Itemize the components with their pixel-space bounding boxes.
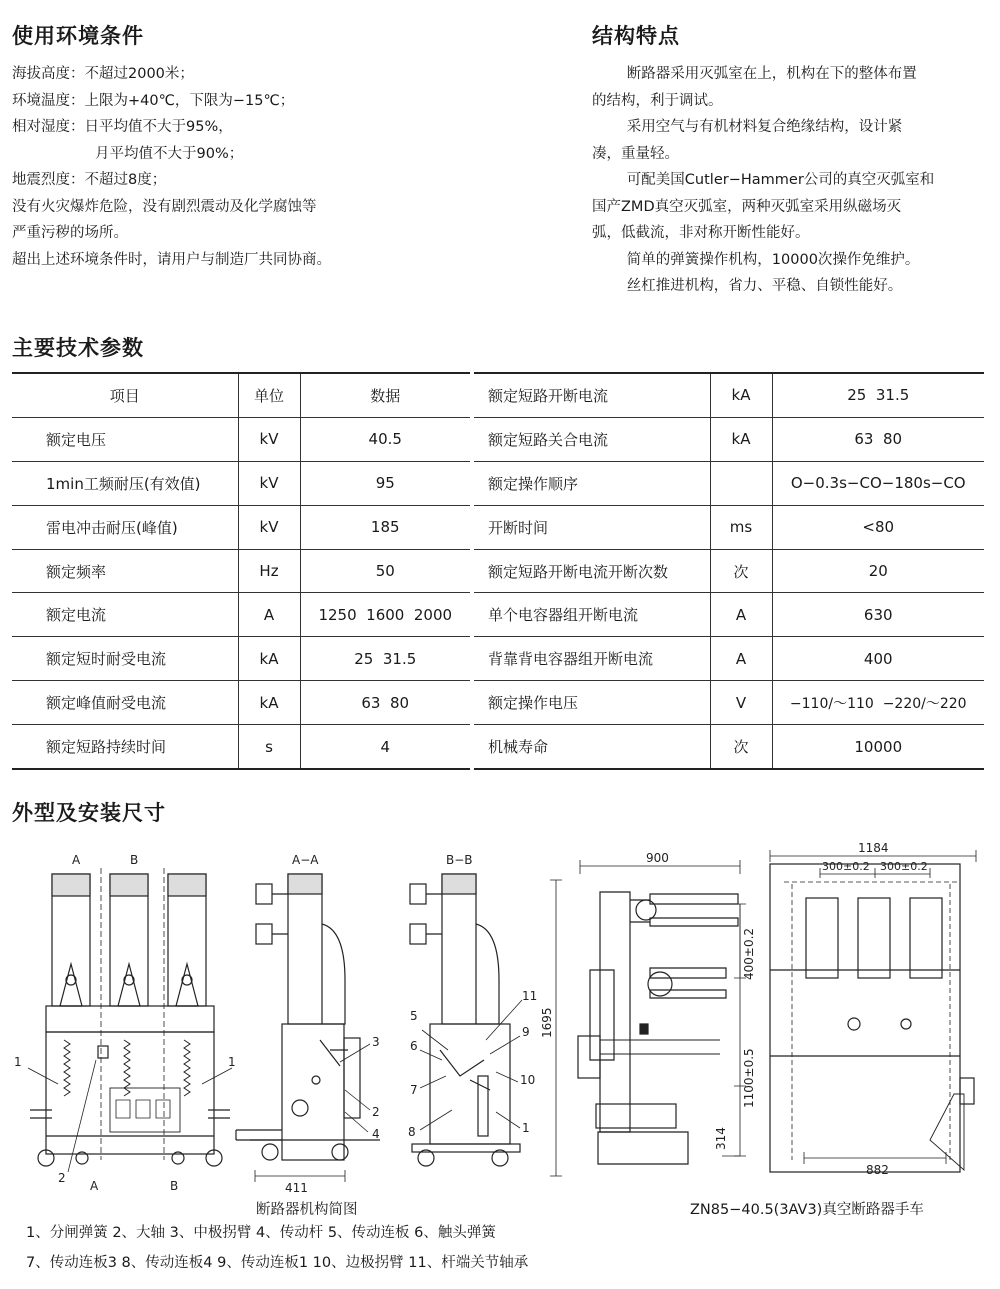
param-unit: Hz <box>238 549 300 593</box>
callout-9: 9 <box>522 1025 530 1039</box>
param-name: 额定峰值耐受电流 <box>12 681 238 725</box>
cabinet-view-drawing <box>770 841 976 1177</box>
param-unit: 次 <box>710 549 772 593</box>
param-unit <box>710 461 772 505</box>
param-value: 25 31.5 <box>772 373 984 417</box>
table-row <box>12 549 470 593</box>
param-value: 10000 <box>772 725 984 769</box>
features-line: 丝杠推进机构，省力、平稳、自锁性能好。 <box>626 278 903 294</box>
env-line: 没有火灾爆炸危险，没有剧烈震动及化学腐蚀等 <box>12 198 317 215</box>
param-unit: kV <box>238 417 300 461</box>
dim-411: 411 <box>285 1181 308 1195</box>
env-text <box>12 61 331 273</box>
header-item: 项目 <box>12 373 238 417</box>
param-name: 额定短路开断电流开断次数 <box>474 549 710 593</box>
param-value: −110/～110 −220/～220 <box>772 681 984 725</box>
param-value: O−0.3s−CO−180s−CO <box>772 461 984 505</box>
features-line: 可配美国Cutler−Hammer公司的真空灭弧室和 <box>626 172 935 188</box>
env-line: 超出上述环境条件时，请用户与制造厂共同协商。 <box>12 251 331 268</box>
param-value: 20 <box>772 549 984 593</box>
param-unit: kA <box>710 417 772 461</box>
param-value: 1250 1600 2000 <box>300 593 470 637</box>
features-line: 采用空气与有机材料复合绝缘结构，设计紧 <box>626 119 903 135</box>
dim-400: 400±0.2 <box>742 927 756 980</box>
features-line: 国产ZMD真空灭弧室，两种灭弧室采用纵磁场灭 <box>592 198 902 215</box>
front-view-drawing <box>14 853 236 1193</box>
callout-2-aa: 2 <box>372 1105 380 1119</box>
callout-11: 11 <box>522 989 538 1003</box>
callout-1-bb: 1 <box>522 1121 530 1135</box>
callout-4: 4 <box>372 1127 380 1141</box>
table-row <box>12 725 470 769</box>
label-a-bottom: A <box>90 1179 99 1193</box>
legend-line: 1、分闸弹簧 2、大轴 3、中极拐臂 4、传动杆 5、传动连板 6、触头弹簧 <box>26 1225 496 1241</box>
env-title: 使用环境条件 <box>12 24 144 48</box>
param-value: 63 80 <box>300 681 470 725</box>
table-row <box>474 505 984 549</box>
features-line: 简单的弹簧操作机构，10000次操作免维护。 <box>626 251 920 268</box>
table-row <box>474 461 984 505</box>
param-unit: kA <box>238 681 300 725</box>
param-value: 50 <box>300 549 470 593</box>
legend-line: 7、传动连板3 8、传动连板4 9、传动连板1 10、边极拐臂 11、杆端关节轴承 <box>26 1255 529 1271</box>
callout-6: 6 <box>410 1039 418 1053</box>
param-name: 单个电容器组开断电流 <box>474 593 710 637</box>
drawings-title: 外型及安装尺寸 <box>12 801 166 825</box>
param-name: 额定短路关合电流 <box>474 417 710 461</box>
table-row <box>474 725 984 769</box>
param-value: 40.5 <box>300 417 470 461</box>
dim-300-b: 300±0.2 <box>880 860 928 873</box>
param-name: 背靠背电容器组开断电流 <box>474 637 710 681</box>
param-value: <80 <box>772 505 984 549</box>
dim-1184: 1184 <box>858 841 889 855</box>
param-unit: ms <box>710 505 772 549</box>
param-unit: A <box>238 593 300 637</box>
param-name: 机械寿命 <box>474 725 710 769</box>
section-bb-drawing <box>408 853 537 1166</box>
label-b: B <box>130 853 139 867</box>
param-unit: kA <box>710 373 772 417</box>
param-value: 4 <box>300 725 470 769</box>
callout-5: 5 <box>410 1009 418 1023</box>
features-line: 断路器采用灭弧室在上，机构在下的整体布置 <box>626 66 917 82</box>
params-table-left <box>12 372 470 770</box>
param-unit: A <box>710 593 772 637</box>
table-row <box>474 549 984 593</box>
param-unit: kV <box>238 461 300 505</box>
param-value: 63 80 <box>772 417 984 461</box>
dim-1695: 1695 <box>540 1007 554 1038</box>
features-title: 结构特点 <box>592 24 680 48</box>
param-unit: s <box>238 725 300 769</box>
param-value: 185 <box>300 505 470 549</box>
header-value: 数据 <box>300 373 470 417</box>
table-header <box>12 373 470 417</box>
param-name: 额定操作顺序 <box>474 461 710 505</box>
label-a: A <box>72 853 81 867</box>
param-name: 额定电流 <box>12 593 238 637</box>
params-title: 主要技术参数 <box>12 336 144 360</box>
label-b-bottom: B <box>170 1179 179 1193</box>
callout-2: 2 <box>58 1171 66 1185</box>
param-name: 开断时间 <box>474 505 710 549</box>
table-row <box>474 417 984 461</box>
param-value: 400 <box>772 637 984 681</box>
callout-7: 7 <box>410 1083 418 1097</box>
callout-1-right: 1 <box>228 1055 236 1069</box>
table-row <box>12 593 470 637</box>
env-line: 海拔高度：不超过2000米； <box>12 66 194 82</box>
param-name: 额定操作电压 <box>474 681 710 725</box>
param-unit: kA <box>238 637 300 681</box>
env-line: 月平均值不大于90%； <box>95 145 244 162</box>
table-row <box>12 417 470 461</box>
dim-1100: 1100±0.5 <box>742 1048 756 1108</box>
features-line: 的结构，利于调试。 <box>592 92 723 109</box>
env-line: 相对湿度：日平均值不大于95%， <box>12 119 233 135</box>
parts-legend <box>26 1218 528 1278</box>
section-aa-drawing <box>236 853 380 1195</box>
table-row <box>474 593 984 637</box>
table-row <box>12 505 470 549</box>
dim-882: 882 <box>866 1163 889 1177</box>
label-bb: B−B <box>446 853 473 867</box>
dim-900: 900 <box>646 851 669 865</box>
param-name: 额定短时耐受电流 <box>12 637 238 681</box>
features-text <box>592 61 934 300</box>
param-name: 额定电压 <box>12 417 238 461</box>
caption-truck: ZN85−40.5(3AV3)真空断路器手车 <box>690 1202 924 1218</box>
features-line: 弧，低截流，非对称开断性能好。 <box>592 225 810 241</box>
param-name: 额定短路持续时间 <box>12 725 238 769</box>
table-row <box>12 681 470 725</box>
env-line: 环境温度：上限为+40℃，下限为−15℃； <box>12 92 295 109</box>
features-line: 凑，重量轻。 <box>592 145 679 162</box>
params-table-right <box>474 372 984 770</box>
param-unit: V <box>710 681 772 725</box>
param-value: 630 <box>772 593 984 637</box>
callout-8: 8 <box>408 1125 416 1139</box>
callout-10: 10 <box>520 1073 536 1087</box>
table-row <box>474 373 984 417</box>
param-unit: 次 <box>710 725 772 769</box>
param-value: 95 <box>300 461 470 505</box>
param-unit: kV <box>238 505 300 549</box>
env-line: 地震烈度：不超过8度； <box>12 172 167 188</box>
caption-mechanism: 断路器机构简图 <box>256 1202 358 1218</box>
param-unit: A <box>710 637 772 681</box>
env-line: 严重污秽的场所。 <box>12 225 128 241</box>
table-row <box>474 681 984 725</box>
table-row <box>12 637 470 681</box>
table-row <box>12 461 470 505</box>
side-view-drawing <box>540 851 756 1176</box>
table-row <box>474 637 984 681</box>
param-name: 额定短路开断电流 <box>474 373 710 417</box>
header-unit: 单位 <box>238 373 300 417</box>
param-name: 额定频率 <box>12 549 238 593</box>
technical-drawings <box>0 840 1000 1200</box>
param-name: 1min工频耐压(有效值) <box>12 461 238 505</box>
callout-3: 3 <box>372 1035 380 1049</box>
param-value: 25 31.5 <box>300 637 470 681</box>
dim-300-a: 300±0.2 <box>822 860 870 873</box>
param-name: 雷电冲击耐压(峰值) <box>12 505 238 549</box>
dim-314: 314 <box>714 1127 728 1150</box>
label-aa: A−A <box>292 853 319 867</box>
callout-1-left: 1 <box>14 1055 22 1069</box>
